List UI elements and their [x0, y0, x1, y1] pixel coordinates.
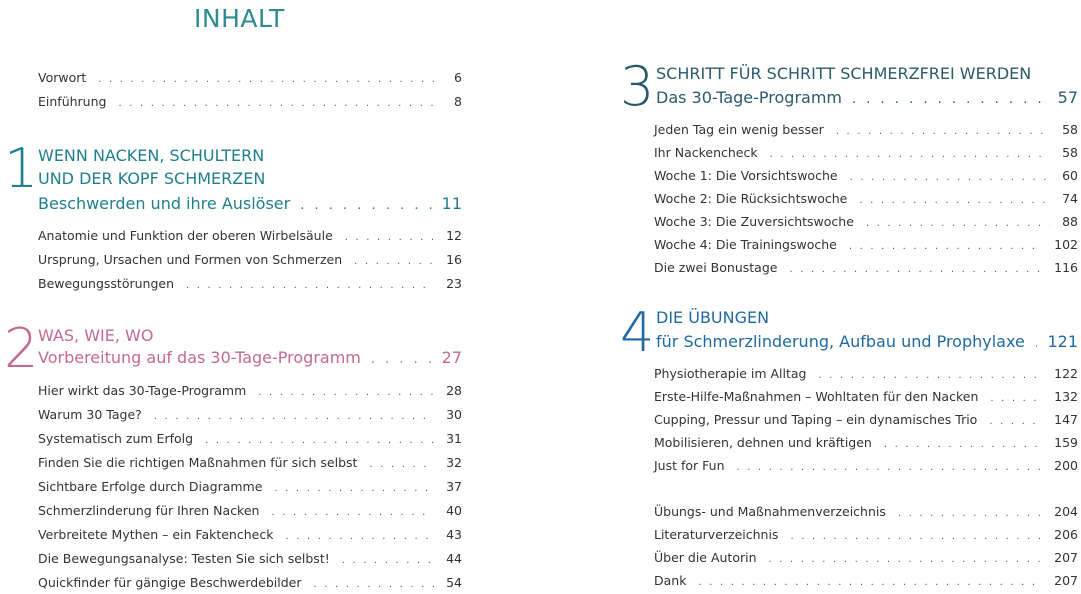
entry-label: Just for Fun [654, 458, 725, 473]
page-title: INHALT [194, 4, 285, 33]
entry-page: 16 [446, 252, 462, 267]
toc-entry[interactable] [654, 191, 1078, 206]
entry-label: Über die Autorin [654, 550, 757, 565]
entry-label: Woche 2: Die Rücksichtswoche [654, 191, 848, 206]
chapter-heading-line: WENN NACKEN, SCHULTERN [38, 146, 265, 165]
entry-page: 159 [1054, 435, 1078, 450]
leader-dots [1035, 336, 1038, 351]
entry-label: Cupping, Pressur und Taping – ein dynamisches Trio [654, 412, 978, 427]
entry-page: 8 [454, 94, 462, 109]
toc-entry[interactable] [654, 435, 1078, 450]
entry-page: 43 [446, 527, 462, 542]
entry-page: 132 [1054, 389, 1078, 404]
entry-label: Übungs- und Maßnahmenverzeichnis [654, 504, 886, 519]
leader-dots [258, 387, 434, 398]
toc-entry[interactable] [654, 214, 1078, 229]
entry-label: Systematisch zum Erfolg [38, 431, 194, 446]
leader-dots [205, 435, 434, 446]
leader-dots [698, 577, 1042, 588]
leader-dots [836, 126, 1050, 137]
leader-dots [737, 462, 1043, 473]
chapter-heading-line: UND DER KOPF SCHMERZEN [38, 169, 266, 188]
subtitle-page: 27 [441, 348, 462, 367]
entry-label: Physiotherapie im Alltag [654, 366, 807, 381]
entry-page: 58 [1062, 122, 1078, 137]
subtitle-page: 57 [1057, 88, 1078, 107]
toc-entry[interactable] [654, 550, 1078, 565]
toc-entry[interactable] [654, 504, 1078, 519]
entry-page: 6 [454, 70, 462, 85]
subtitle-text: für Schmerzlinderung, Aufbau und Prophylaxe [656, 332, 1025, 351]
toc-entry[interactable] [38, 431, 462, 446]
toc-entry[interactable] [654, 260, 1078, 275]
entry-page: 74 [1062, 191, 1078, 206]
subtitle-text: Beschwerden und ihre Auslöser [38, 194, 291, 213]
chapter-subtitle[interactable] [656, 88, 1078, 107]
entry-label: Dank [654, 573, 687, 588]
entry-page: 44 [446, 551, 462, 566]
toc-entry[interactable] [654, 412, 1078, 427]
toc-entry[interactable] [38, 479, 462, 494]
toc-entry[interactable] [654, 389, 1078, 404]
entry-page: 207 [1054, 550, 1078, 565]
entry-label: Jeden Tag ein wenig besser [654, 122, 824, 137]
entry-label: Woche 3: Die Zuversichtswoche [654, 214, 854, 229]
toc-entry[interactable] [38, 252, 462, 267]
entry-label: Einführung [38, 94, 107, 109]
entry-page: 147 [1054, 412, 1078, 427]
toc-entry[interactable] [654, 573, 1078, 588]
entry-page: 206 [1054, 527, 1078, 542]
leader-dots [990, 393, 1042, 404]
leader-dots [859, 195, 1050, 206]
leader-dots [274, 483, 434, 494]
chapter-heading-line: WAS, WIE, WO [38, 326, 154, 345]
entry-page: 60 [1062, 168, 1078, 183]
toc-entry[interactable] [654, 458, 1078, 473]
toc-entry[interactable] [38, 527, 462, 542]
entry-page: 58 [1062, 145, 1078, 160]
toc-entry[interactable] [654, 168, 1078, 183]
subtitle-text: Vorbereitung auf das 30-Tage-Programm [38, 348, 361, 367]
leader-dots [154, 411, 434, 422]
toc-entry[interactable] [38, 551, 462, 566]
chapter-number: 2 [4, 317, 39, 380]
leader-dots [819, 370, 1043, 381]
leader-dots [354, 256, 434, 267]
chapter-number: 1 [4, 137, 39, 200]
entry-label: Ihr Nackencheck [654, 145, 758, 160]
chapter-subtitle[interactable] [38, 194, 462, 213]
leader-dots [118, 98, 442, 109]
toc-entry[interactable] [38, 455, 462, 470]
subtitle-page: 11 [441, 194, 462, 213]
leader-dots [369, 459, 434, 470]
entry-page: 116 [1054, 260, 1078, 275]
subtitle-page: 121 [1047, 332, 1078, 351]
entry-label: Erste-Hilfe-Maßnahmen – Wohltaten für den Nacken [654, 389, 979, 404]
leader-dots [884, 439, 1042, 450]
entry-label: Hier wirkt das 30-Tage-Programm [38, 383, 247, 398]
entry-page: 32 [446, 455, 462, 470]
toc-entry[interactable] [654, 527, 1078, 542]
leader-dots [849, 241, 1042, 252]
leader-dots [186, 280, 434, 291]
leader-dots [345, 232, 434, 243]
leader-dots [989, 416, 1042, 427]
toc-entry[interactable] [654, 237, 1078, 252]
leader-dots [342, 555, 434, 566]
entry-page: 28 [446, 383, 462, 398]
entry-page: 12 [446, 228, 462, 243]
leader-dots [790, 531, 1042, 542]
entry-label: Anatomie und Funktion der oberen Wirbelsäule [38, 228, 333, 243]
entry-page: 122 [1054, 366, 1078, 381]
entry-page: 40 [446, 503, 462, 518]
subtitle-text: Das 30-Tage-Programm [656, 88, 843, 107]
leader-dots [271, 507, 434, 518]
entry-label: Finden Sie die richtigen Maßnahmen für sich selbst [38, 455, 358, 470]
leader-dots [285, 531, 434, 542]
toc-entry-vorwort[interactable] [38, 70, 462, 85]
entry-label: Die Bewegungsanalyse: Testen Sie sich selbst! [38, 551, 330, 566]
toc-entry[interactable] [38, 228, 462, 243]
entry-label: Mobilisieren, dehnen und kräftigen [654, 435, 872, 450]
entry-page: 30 [446, 407, 462, 422]
toc-entry[interactable] [38, 276, 462, 291]
entry-page: 200 [1054, 458, 1078, 473]
toc-entry[interactable] [654, 366, 1078, 381]
chapter-subtitle[interactable] [38, 348, 462, 367]
entry-label: Verbreitete Mythen – ein Faktencheck [38, 527, 274, 542]
leader-dots [770, 149, 1050, 160]
chapter-heading-line: DIE ÜBUNGEN [656, 308, 770, 327]
entry-page: 88 [1062, 214, 1078, 229]
chapter-number: 4 [620, 301, 655, 364]
leader-dots [300, 198, 431, 213]
leader-dots [789, 264, 1042, 275]
entry-page: 23 [446, 276, 462, 291]
entry-label: Die zwei Bonustage [654, 260, 778, 275]
entry-label: Quickfinder für gängige Beschwerdebilder [38, 575, 302, 590]
entry-page: 31 [446, 431, 462, 446]
entry-page: 37 [446, 479, 462, 494]
toc-entry[interactable] [654, 122, 1078, 137]
entry-label: Literaturverzeichnis [654, 527, 779, 542]
entry-page: 207 [1054, 573, 1078, 588]
chapter-subtitle[interactable] [656, 332, 1078, 351]
toc-entry[interactable] [38, 407, 462, 422]
leader-dots [850, 172, 1051, 183]
entry-page: 102 [1054, 237, 1078, 252]
entry-label: Woche 1: Die Vorsichtswoche [654, 168, 838, 183]
chapter-number: 3 [620, 55, 655, 118]
leader-dots [898, 508, 1042, 519]
chapter-heading-line: SCHRITT FÜR SCHRITT SCHMERZFREI WERDEN [656, 64, 1032, 83]
toc-entry[interactable] [38, 503, 462, 518]
leader-dots [852, 92, 1048, 107]
leader-dots [866, 218, 1050, 229]
leader-dots [98, 74, 442, 85]
entry-label: Warum 30 Tage? [38, 407, 142, 422]
entry-label: Woche 4: Die Trainingswoche [654, 237, 837, 252]
leader-dots [371, 352, 432, 367]
entry-page: 54 [446, 575, 462, 590]
leader-dots [769, 554, 1043, 565]
leader-dots [314, 579, 435, 590]
toc-entry[interactable] [38, 575, 462, 590]
entry-label: Bewegungsstörungen [38, 276, 174, 291]
entry-label: Schmerzlinderung für Ihren Nacken [38, 503, 260, 518]
toc-entry-einfuehrung[interactable] [38, 94, 462, 109]
entry-label: Ursprung, Ursachen und Formen von Schmerzen [38, 252, 343, 267]
entry-label: Sichtbare Erfolge durch Diagramme [38, 479, 263, 494]
toc-entry[interactable] [38, 383, 462, 398]
entry-page: 204 [1054, 504, 1078, 519]
toc-entry[interactable] [654, 145, 1078, 160]
entry-label: Vorwort [38, 70, 87, 85]
